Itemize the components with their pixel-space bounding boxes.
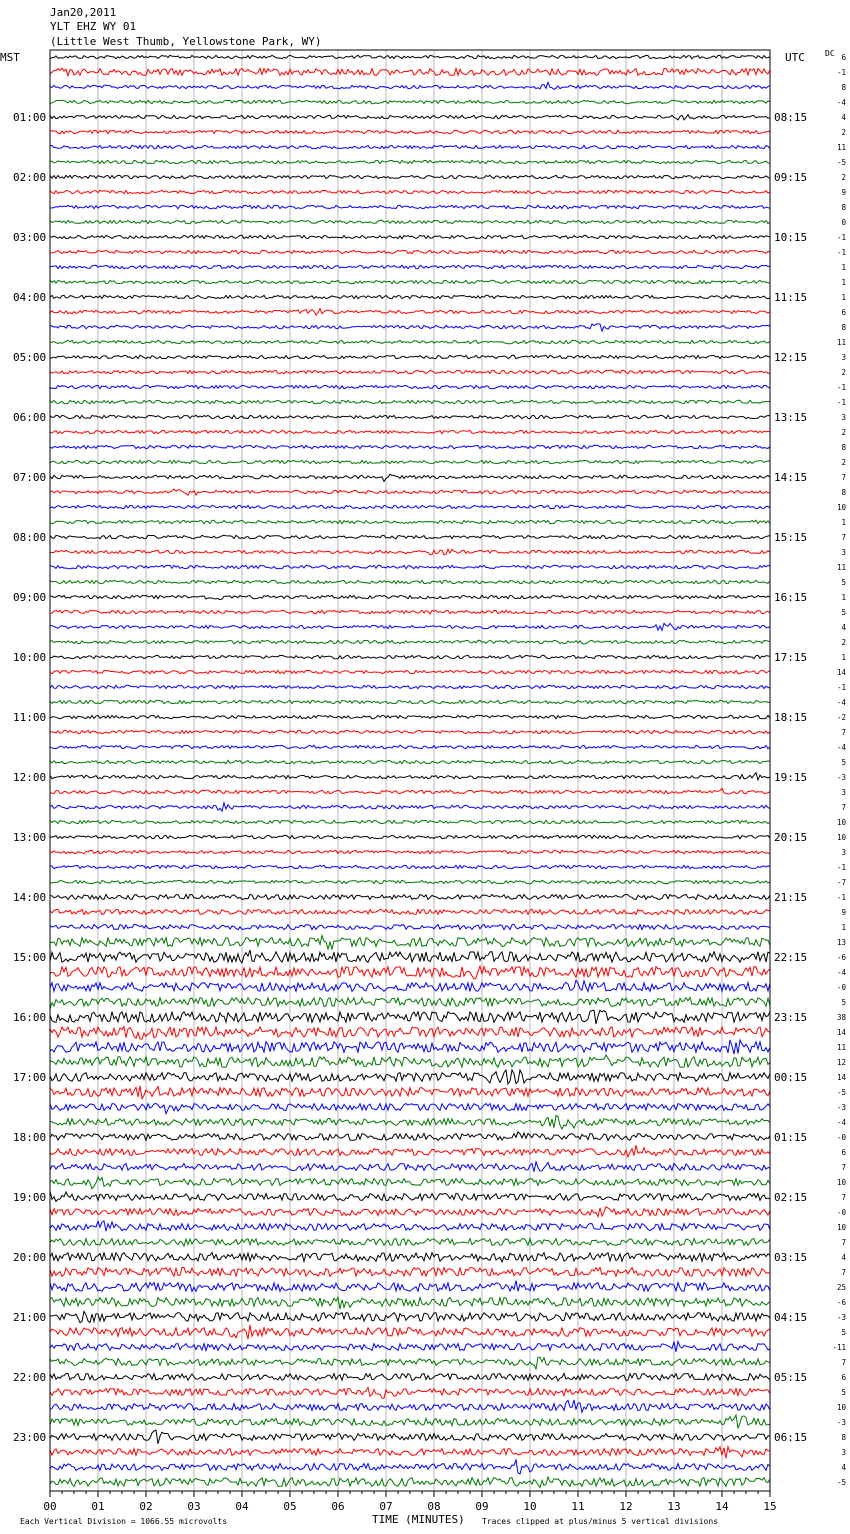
dc-offset-value: 6 (841, 308, 846, 317)
seismic-trace (50, 235, 770, 238)
seismic-trace (50, 580, 770, 583)
right-hour-label: 16:15 (774, 591, 808, 604)
scale-note: Each Vertical Division = 1066.55 microvolts (20, 1517, 228, 1526)
right-hour-label: 15:15 (774, 531, 808, 544)
left-hour-label: 03:00 (13, 231, 47, 244)
right-hour-label: 05:15 (774, 1371, 808, 1384)
dc-offset-value: 4 (841, 113, 846, 122)
dc-offset-value: 2 (841, 173, 846, 182)
seismic-trace (50, 820, 770, 823)
left-hour-label: 09:00 (13, 591, 47, 604)
dc-offset-value: 25 (836, 1283, 846, 1292)
dc-offset-value: -2 (836, 713, 846, 722)
seismic-trace (50, 850, 770, 853)
dc-offset-value: 1 (841, 653, 846, 662)
x-axis-ticks (43, 1491, 776, 1513)
seismic-trace (50, 1027, 770, 1040)
seismic-trace (50, 445, 770, 448)
dc-offset-value: -11 (832, 1343, 846, 1352)
left-hour-label: 14:00 (13, 891, 47, 904)
seismic-trace (50, 430, 770, 433)
right-hour-label: 01:15 (774, 1131, 808, 1144)
dc-offset-value: 8 (841, 1433, 846, 1442)
dc-offset-value: 10 (836, 818, 846, 827)
seismic-trace (50, 1070, 770, 1084)
left-hour-label: 15:00 (13, 951, 47, 964)
seismic-trace (50, 130, 770, 133)
right-hour-label: 12:15 (774, 351, 808, 364)
x-tick-label: 02 (139, 1500, 153, 1513)
x-tick-label: 08 (427, 1500, 441, 1513)
seismic-trace (50, 1460, 770, 1474)
dc-offset-value: 14 (836, 668, 846, 677)
dc-offset-value: 7 (841, 1193, 846, 1202)
dc-offset-value: -5 (836, 1478, 846, 1487)
dc-offset-value: -0 (836, 1208, 846, 1217)
seismic-trace (50, 1325, 770, 1339)
left-hour-label: 08:00 (13, 531, 47, 544)
dc-offset-value: 9 (841, 188, 846, 197)
dc-offset-value: 5 (841, 1328, 846, 1337)
seismic-trace (50, 610, 770, 613)
x-tick-label: 07 (379, 1500, 393, 1513)
seismic-trace (50, 595, 770, 599)
dc-offset-value: 10 (836, 1178, 846, 1187)
dc-offset-value: -6 (836, 1298, 846, 1307)
left-hour-label: 04:00 (13, 291, 47, 304)
right-hour-label: 08:15 (774, 111, 808, 124)
seismic-trace (50, 865, 770, 868)
seismic-trace (50, 520, 770, 523)
x-tick-label: 09 (475, 1500, 489, 1513)
dc-offset-value: 7 (841, 803, 846, 812)
dc-offset-value: 2 (841, 368, 846, 377)
seismic-trace (50, 1357, 770, 1369)
seismic-trace (50, 190, 770, 193)
dc-offset-value: 3 (841, 848, 846, 857)
dc-offset-value: -7 (836, 878, 846, 887)
chart-header (50, 6, 322, 48)
x-tick-label: 06 (331, 1500, 345, 1513)
seismic-trace (50, 415, 770, 418)
left-hour-label: 01:00 (13, 111, 47, 124)
clip-note: Traces clipped at plus/minus 5 vertical divisions (482, 1517, 719, 1526)
seismic-trace (50, 745, 770, 748)
x-tick-label: 10 (523, 1500, 537, 1513)
left-hour-label: 20:00 (13, 1251, 47, 1264)
x-tick-label: 14 (715, 1500, 729, 1513)
seismic-trace (50, 205, 770, 208)
seismic-trace (50, 1104, 770, 1114)
dc-offset-value: -1 (836, 383, 846, 392)
dc-offset-value: 8 (841, 443, 846, 452)
dc-offset-value: 7 (841, 728, 846, 737)
left-hour-label: 11:00 (13, 711, 47, 724)
right-timezone-label: UTC (785, 51, 805, 64)
seismic-trace (50, 685, 770, 688)
seismic-trace (50, 220, 770, 223)
seismic-trace (50, 460, 770, 463)
dc-offset-value: -1 (836, 398, 846, 407)
dc-offset-value: 8 (841, 83, 846, 92)
seismic-trace (50, 1207, 770, 1217)
seismic-trace (50, 788, 770, 794)
seismic-trace (50, 1145, 770, 1157)
dc-offset-value: -3 (836, 1103, 846, 1112)
seismic-trace (50, 1311, 770, 1322)
dc-offset-value: 4 (841, 1463, 846, 1472)
right-hour-label: 00:15 (774, 1071, 808, 1084)
seismic-trace (50, 773, 770, 780)
dc-offset-value: -3 (836, 773, 846, 782)
seismic-trace (50, 1010, 770, 1024)
right-hour-label: 20:15 (774, 831, 808, 844)
seismic-trace (50, 1221, 770, 1231)
seismic-trace (50, 1447, 770, 1459)
x-tick-label: 03 (187, 1500, 201, 1513)
dc-offset-value: 1 (841, 278, 846, 287)
seismic-trace (50, 803, 770, 812)
dc-offset-value: -3 (836, 1418, 846, 1427)
dc-offset-value: 13 (836, 938, 846, 947)
dc-offset-value: 10 (836, 1223, 846, 1232)
left-hour-label: 19:00 (13, 1191, 47, 1204)
dc-offset-value: 8 (841, 323, 846, 332)
dc-offset-value: -1 (836, 893, 846, 902)
seismic-trace (50, 175, 770, 178)
seismic-trace (50, 565, 770, 568)
seismic-trace (50, 980, 770, 991)
dc-offset-value: 0 (841, 218, 846, 227)
seismic-trace (50, 549, 770, 554)
dc-offset-value: -1 (836, 68, 846, 77)
seismic-trace (50, 474, 770, 481)
dc-offset-value: 4 (841, 623, 846, 632)
seismic-trace (50, 1268, 770, 1277)
dc-offset-value: 5 (841, 578, 846, 587)
seismic-trace (50, 1115, 770, 1129)
chart-title: YLT EHZ WY 01 (50, 20, 137, 33)
seismic-trace (50, 909, 770, 914)
dc-offset-value: -4 (836, 698, 846, 707)
seismic-trace (50, 894, 770, 899)
seismic-trace (50, 280, 770, 283)
seismic-trace (50, 700, 770, 703)
dc-offset-value: 6 (841, 53, 846, 62)
seismic-trace (50, 1191, 770, 1201)
left-timezone-label: MST (0, 51, 20, 64)
trace-group (50, 55, 770, 1487)
left-hour-label: 05:00 (13, 351, 47, 364)
seismic-trace (50, 1374, 770, 1382)
right-hour-label: 19:15 (774, 771, 808, 784)
dc-offset-value: 1 (841, 923, 846, 932)
dc-offset-value: -0 (836, 983, 846, 992)
right-hour-label: 14:15 (774, 471, 808, 484)
seismic-trace (50, 1055, 770, 1067)
dc-offset-value: 2 (841, 638, 846, 647)
seismic-trace (50, 385, 770, 388)
seismic-trace (50, 82, 770, 89)
dc-offset-value: 11 (836, 563, 846, 572)
dc-offset-value: 3 (841, 788, 846, 797)
seismic-trace (50, 308, 770, 315)
dc-offset-value: 11 (836, 1043, 846, 1052)
right-hour-label: 06:15 (774, 1431, 808, 1444)
right-hour-label: 23:15 (774, 1011, 808, 1024)
dc-offset-value: -3 (836, 1313, 846, 1322)
dc-offset-value: 1 (841, 263, 846, 272)
left-hour-label: 02:00 (13, 171, 47, 184)
right-hour-label: 22:15 (774, 951, 808, 964)
right-hour-label: 21:15 (774, 891, 808, 904)
dc-offset-value: -1 (836, 248, 846, 257)
seismic-trace (50, 950, 770, 963)
dc-offset-header: DC (825, 49, 835, 58)
seismic-trace (50, 1281, 770, 1292)
right-hour-label: 03:15 (774, 1251, 808, 1264)
dc-offset-value: -4 (836, 968, 846, 977)
dc-offset-value: 2 (841, 428, 846, 437)
seismic-trace (50, 1253, 770, 1262)
chart-subtitle: (Little West Thumb, Yellowstone Park, WY) (50, 35, 322, 48)
left-hour-label: 23:00 (13, 1431, 47, 1444)
dc-offset-value: 7 (841, 473, 846, 482)
dc-offset-value: 5 (841, 1388, 846, 1397)
seismic-trace (50, 55, 770, 58)
seismic-trace (50, 998, 770, 1009)
dc-offset-value: 7 (841, 1358, 846, 1367)
dc-offset-value: 3 (841, 413, 846, 422)
seismic-trace (50, 640, 770, 643)
left-hour-label: 13:00 (13, 831, 47, 844)
chart-date: Jan20,2011 (50, 6, 117, 19)
dc-offset-value: -1 (836, 233, 846, 242)
seismic-trace (50, 1297, 770, 1309)
seismic-trace (50, 880, 770, 883)
dc-offset-value: 1 (841, 293, 846, 302)
dc-offset-value: 11 (836, 143, 846, 152)
seismic-trace (50, 1341, 770, 1352)
seismic-trace (50, 1162, 770, 1172)
dc-offset-value: 8 (841, 203, 846, 212)
dc-offset-value: 7 (841, 1268, 846, 1277)
seismic-trace (50, 250, 770, 253)
seismic-trace (50, 535, 770, 538)
dc-offset-value: 10 (836, 833, 846, 842)
x-tick-label: 11 (571, 1500, 585, 1513)
seismic-trace (50, 1040, 770, 1054)
seismic-trace (50, 1387, 770, 1398)
dc-offset-value: 6 (841, 1148, 846, 1157)
dc-offset-value: -0 (836, 1133, 846, 1142)
seismic-trace (50, 936, 770, 949)
left-hour-label: 06:00 (13, 411, 47, 424)
x-tick-label: 01 (91, 1500, 105, 1513)
seismic-trace (50, 115, 770, 120)
seismic-trace (50, 340, 770, 343)
dc-offset-value: 3 (841, 353, 846, 362)
right-hour-label: 09:15 (774, 171, 808, 184)
dc-offset-value: 1 (841, 593, 846, 602)
left-hour-label: 17:00 (13, 1071, 47, 1084)
seismic-trace (50, 1430, 770, 1444)
seismic-trace (50, 505, 770, 508)
seismic-trace (50, 760, 770, 763)
dc-offset-value: -4 (836, 98, 846, 107)
seismic-trace (50, 489, 770, 495)
dc-offset-value: -4 (836, 1118, 846, 1127)
left-hour-label: 10:00 (13, 651, 47, 664)
dc-offset-value: 10 (836, 503, 846, 512)
left-hour-label: 16:00 (13, 1011, 47, 1024)
seismic-trace (50, 145, 770, 148)
dc-offset-value: -1 (836, 683, 846, 692)
dc-offset-value: 1 (841, 518, 846, 527)
dc-offset-value: 2 (841, 458, 846, 467)
seismic-trace (50, 730, 770, 733)
x-tick-label: 00 (43, 1500, 57, 1513)
dc-offset-value: 5 (841, 758, 846, 767)
left-hour-label: 18:00 (13, 1131, 47, 1144)
seismic-trace (50, 1239, 770, 1247)
seismic-trace (50, 295, 770, 298)
seismic-trace (50, 1132, 770, 1141)
right-hour-label: 17:15 (774, 651, 808, 664)
left-hour-labels (13, 111, 46, 1444)
dc-offset-value: 9 (841, 908, 846, 917)
seismic-trace (50, 355, 770, 358)
left-hour-label: 12:00 (13, 771, 47, 784)
seismic-trace (50, 1415, 770, 1428)
seismic-trace (50, 100, 770, 103)
right-hour-label: 02:15 (774, 1191, 808, 1204)
seismic-trace (50, 623, 770, 630)
dc-offset-value: 7 (841, 1238, 846, 1247)
seismic-trace (50, 400, 770, 403)
dc-offset-value: 3 (841, 1448, 846, 1457)
seismic-trace (50, 68, 770, 76)
x-tick-label: 04 (235, 1500, 249, 1513)
dc-offset-value: 14 (836, 1073, 846, 1082)
seismic-trace (50, 1177, 770, 1189)
dc-offset-value: 5 (841, 998, 846, 1007)
x-tick-label: 12 (619, 1500, 633, 1513)
right-hour-label: 04:15 (774, 1311, 808, 1324)
x-tick-label: 15 (763, 1500, 777, 1513)
seismic-trace (50, 1477, 770, 1488)
dc-offset-value: 10 (836, 1403, 846, 1412)
seismic-trace (50, 370, 770, 373)
seismic-trace (50, 324, 770, 331)
seismic-trace (50, 160, 770, 163)
dc-offset-value: 38 (836, 1013, 846, 1022)
dc-offset-value: 4 (841, 1253, 846, 1262)
dc-offset-value: 7 (841, 1163, 846, 1172)
dc-offset-value: 14 (836, 1028, 846, 1037)
dc-offset-value: 3 (841, 548, 846, 557)
dc-offset-value: -6 (836, 953, 846, 962)
dc-offset-value: -1 (836, 863, 846, 872)
seismic-trace (50, 670, 770, 673)
dc-offset-value: 8 (841, 488, 846, 497)
seismic-trace (50, 265, 770, 268)
dc-offset-value: 5 (841, 608, 846, 617)
seismic-trace (50, 715, 770, 718)
dc-offset-labels (832, 53, 846, 1487)
seismic-trace (50, 966, 770, 979)
right-hour-labels (774, 111, 807, 1444)
dc-offset-value: 7 (841, 533, 846, 542)
seismic-trace (50, 924, 770, 929)
dc-offset-value: 6 (841, 1373, 846, 1382)
dc-offset-value: -5 (836, 158, 846, 167)
x-tick-label: 05 (283, 1500, 297, 1513)
left-hour-label: 22:00 (13, 1371, 47, 1384)
seismic-trace (50, 1086, 770, 1099)
right-hour-label: 11:15 (774, 291, 808, 304)
right-hour-label: 13:15 (774, 411, 808, 424)
seismic-trace (50, 655, 770, 658)
right-hour-label: 18:15 (774, 711, 808, 724)
seismic-trace (50, 1400, 770, 1412)
dc-offset-value: 11 (836, 338, 846, 347)
left-hour-label: 21:00 (13, 1311, 47, 1324)
dc-offset-value: -4 (836, 743, 846, 752)
x-axis-label: TIME (MINUTES) (372, 1513, 465, 1526)
seismic-trace (50, 835, 770, 838)
dc-offset-value: -5 (836, 1088, 846, 1097)
dc-offset-value: 2 (841, 128, 846, 137)
left-hour-label: 07:00 (13, 471, 47, 484)
x-tick-label: 13 (667, 1500, 681, 1513)
right-hour-label: 10:15 (774, 231, 808, 244)
dc-offset-value: 12 (836, 1058, 846, 1067)
